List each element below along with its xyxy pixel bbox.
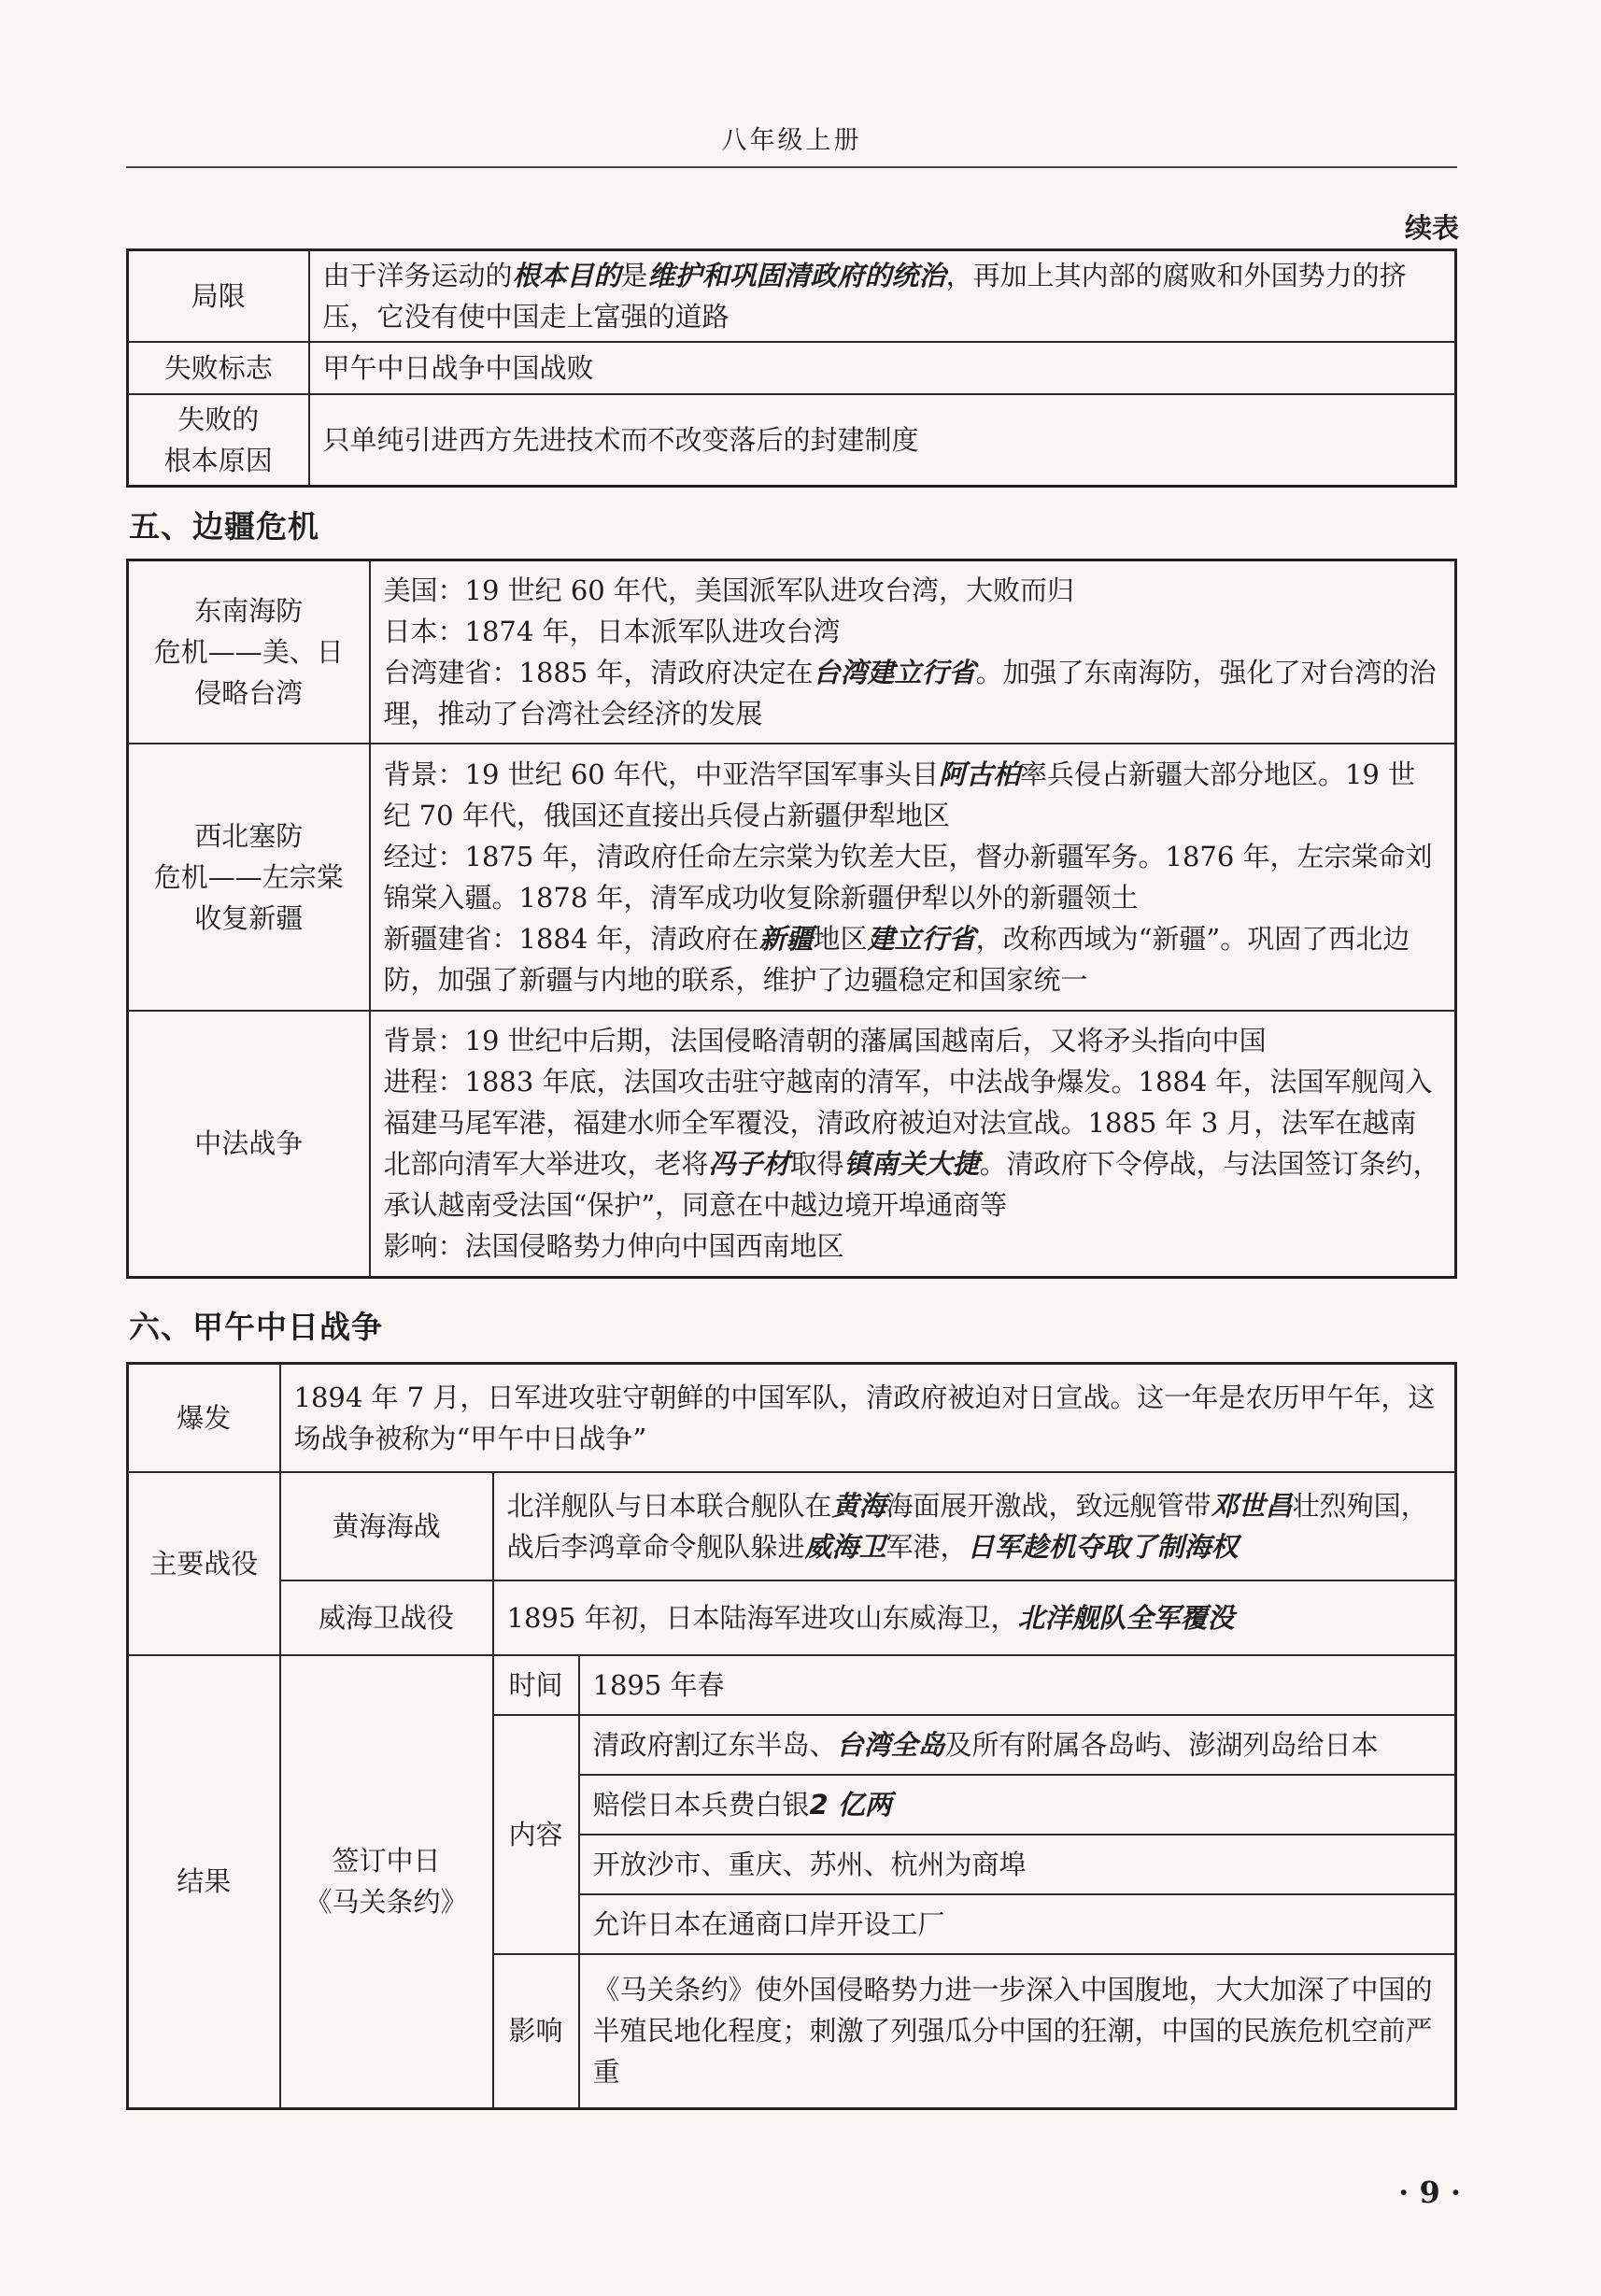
treaty-clause: 赔偿日本兵费白银2 亿两: [579, 1775, 1456, 1835]
row-content: 甲午中日战争中国战败: [309, 342, 1456, 394]
table-row: [128, 1655, 1456, 1715]
row-content: 由于洋务运动的根本目的是维护和巩固清政府的统治，再加上其内部的腐败和外国势力的挤压，它没有使中国走上富强的道路: [309, 250, 1456, 343]
section-heading: 六、甲午中日战争: [129, 1309, 383, 1345]
row-label: 主要战役: [128, 1472, 280, 1655]
sino-japanese-war-table: [126, 1362, 1457, 2110]
row-label: 结果: [128, 1655, 280, 2109]
frontier-crisis-table: [126, 559, 1457, 1279]
row-content: 背景：19 世纪 60 年代，中亚浩罕国军事头目阿古柏率兵侵占新疆大部分地区。19 世纪 70 年代，俄国还直接出兵侵占新疆伊犁地区 经过：1875 年，清政府任命左宗棠为钦差大臣，督办新疆军务。1876 年，左宗棠命刘锦棠入疆。1878 年，清军成功收复除新疆伊犁以外的新疆领土 新疆建省：1884 年，清政府在新疆地区建立行省，改称西域为“新疆”。巩固了西北边防，加强了新疆与内地的联系，维护了边疆稳定和国家统一: [370, 744, 1456, 1011]
row-label: 失败的 根本原因: [128, 394, 309, 487]
row-label: 中法战争: [128, 1011, 370, 1278]
battle-content: 1895 年初，日本陆海军进攻山东威海卫，北洋舰队全军覆没: [493, 1580, 1456, 1655]
row-content: 1894 年 7 月，日军进攻驻守朝鲜的中国军队，清政府被迫对日宣战。这一年是农历甲午年，这场战争被称为“甲午中日战争”: [280, 1364, 1456, 1472]
row-label: 爆发: [128, 1364, 280, 1472]
battle-name: 黄海海战: [280, 1472, 493, 1580]
table-row: [128, 1364, 1456, 1472]
table-row: [128, 342, 1456, 394]
table-row: [128, 1580, 1456, 1655]
table-row: [128, 560, 1456, 744]
page-number: · 9 ·: [1398, 2175, 1461, 2210]
row-content: 背景：19 世纪中后期，法国侵略清朝的藩属国越南后，又将矛头指向中国 进程：1883 年底，法国攻击驻守越南的清军，中法战争爆发。1884 年，法国军舰闯入福建马尾军港，福建水师全军覆没，清政府被迫对法宣战。1885 年 3 月，法军在越南北部向清军大举进攻，老将冯子材取得镇南关大捷。清政府下令停战，与法国签订条约，承认越南受法国“保护”，同意在中越边境开埠通商等 影响：法国侵略势力伸向中国西南地区: [370, 1011, 1456, 1278]
impact-text: 《马关条约》使外国侵略势力进一步深入中国腹地，大大加深了中国的半殖民地化程度；刺激了列强瓜分中国的狂潮，中国的民族危机空前严重: [579, 1954, 1456, 2109]
header-divider: [126, 166, 1457, 168]
impact-label: 影响: [493, 1954, 579, 2109]
time-label: 时间: [493, 1655, 579, 1715]
treaty-label: 签订中日 《马关条约》: [280, 1655, 493, 2109]
row-label: 东南海防 危机——美、日 侵略台湾: [128, 560, 370, 744]
battle-content: 北洋舰队与日本联合舰队在黄海海面展开激战，致远舰管带邓世昌壮烈殉国，战后李鸿章命令舰队躲进威海卫军港，日军趁机夺取了制海权: [493, 1472, 1456, 1580]
table-row: [128, 744, 1456, 1011]
row-label: 失败标志: [128, 342, 309, 394]
content-label: 内容: [493, 1715, 579, 1954]
row-label: 西北塞防 危机——左宗棠 收复新疆: [128, 744, 370, 1011]
row-label: 局限: [128, 250, 309, 343]
table-row: [128, 394, 1456, 487]
table-row: [128, 1011, 1456, 1278]
row-content: 只单纯引进西方先进技术而不改变落后的封建制度: [309, 394, 1456, 487]
time-value: 1895 年春: [579, 1655, 1456, 1715]
section-heading: 五、边疆危机: [129, 508, 319, 545]
continued-label: 续表: [1404, 212, 1459, 244]
continued-table: [126, 248, 1457, 488]
treaty-clause: 清政府割辽东半岛、台湾全岛及所有附属各岛屿、澎湖列岛给日本: [579, 1715, 1456, 1775]
page-header: 八年级上册: [721, 126, 862, 155]
table-row: [128, 1472, 1456, 1580]
battle-name: 威海卫战役: [280, 1580, 493, 1655]
row-content: 美国：19 世纪 60 年代，美国派军队进攻台湾，大败而归 日本：1874 年，日本派军队进攻台湾 台湾建省：1885 年，清政府决定在台湾建立行省。加强了东南海防，强化了对台湾的治理，推动了台湾社会经济的发展: [370, 560, 1456, 744]
treaty-clause: 开放沙市、重庆、苏州、杭州为商埠: [579, 1835, 1456, 1894]
treaty-clause: 允许日本在通商口岸开设工厂: [579, 1894, 1456, 1954]
table-row: [128, 250, 1456, 343]
